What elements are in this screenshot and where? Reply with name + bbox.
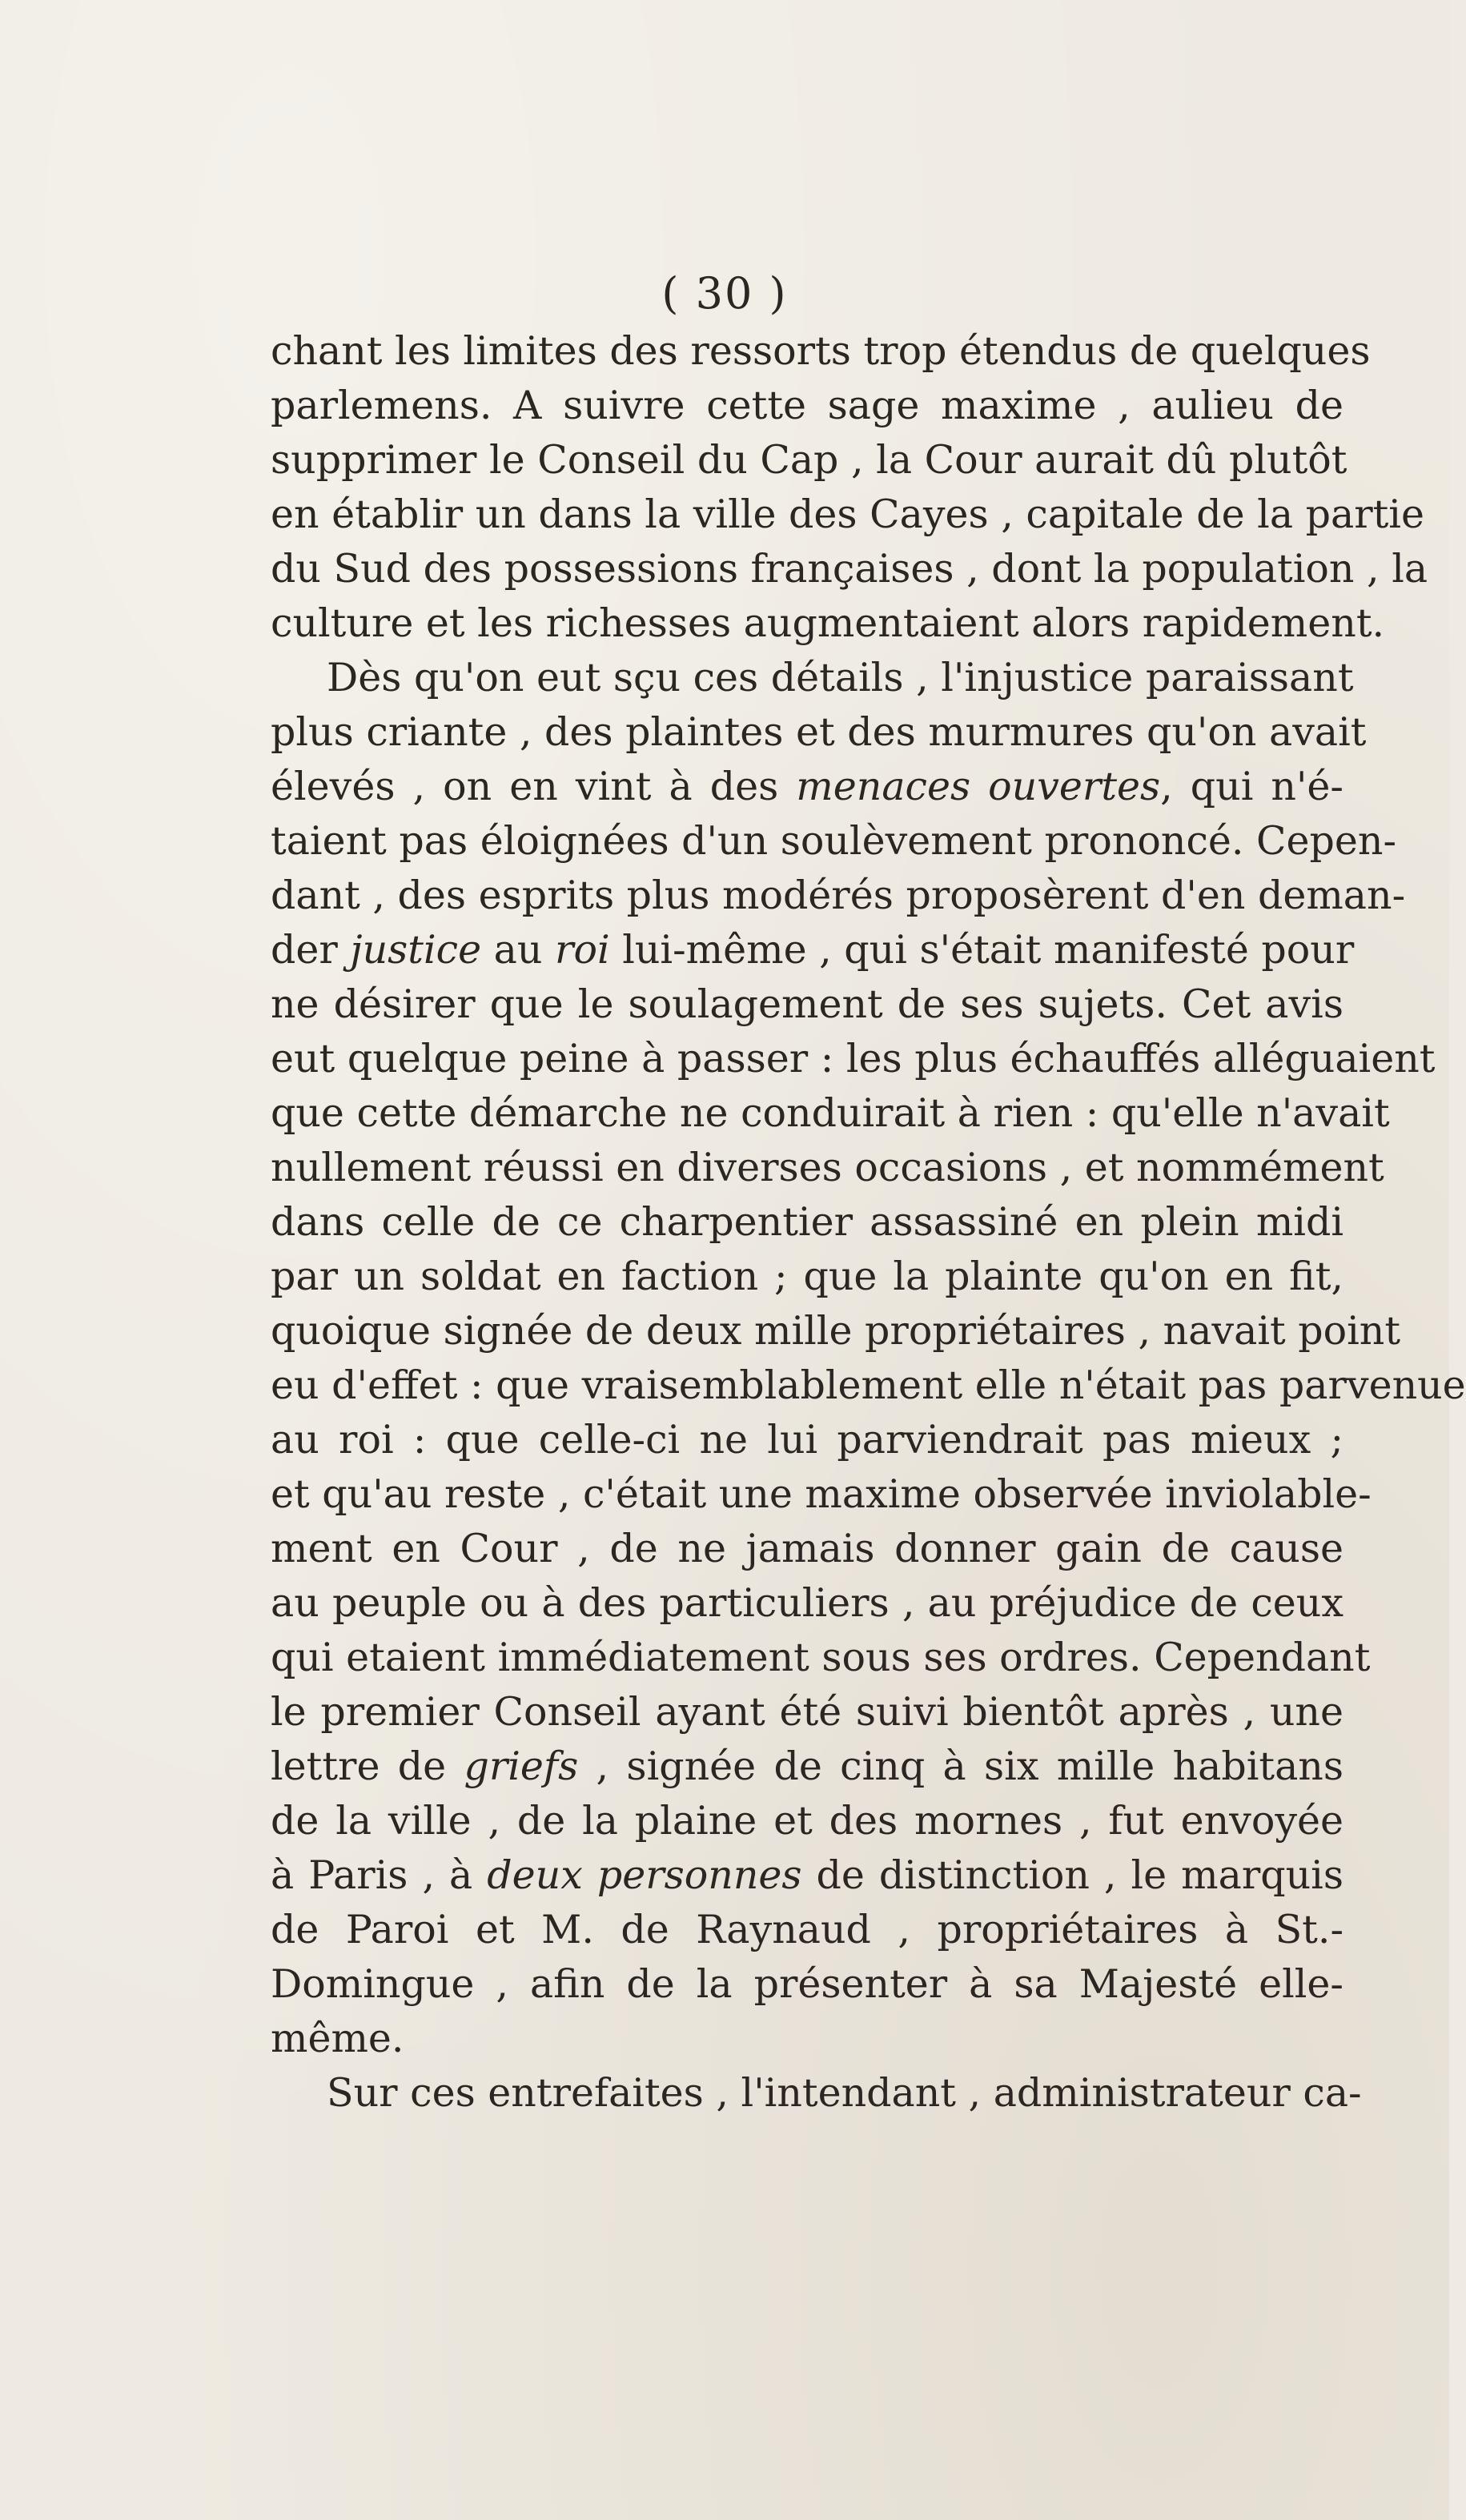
- text-line: [271, 814, 1397, 869]
- text-line: [271, 1522, 1343, 1576]
- text-span: dans celle de ce charpentier assassiné en plein midi: [271, 1199, 1343, 1245]
- text-span: de la ville , de la plaine et des mornes , fut envoyée: [271, 1798, 1343, 1844]
- text-span: nullement réussi en diverses occasions , et nommément: [271, 1145, 1384, 1190]
- text-span: de Paroi et M. de Raynaud , propriétaires à St.-: [271, 1907, 1343, 1952]
- text-line: [271, 1195, 1343, 1250]
- text-line: [271, 1685, 1343, 1740]
- text-span: dant , des esprits plus modérés proposèrent d'en deman-: [271, 873, 1406, 918]
- text-line: [271, 1740, 1343, 1794]
- paragraph-2: [271, 651, 1466, 2066]
- text-line: [271, 1358, 1466, 1413]
- text-span: par un soldat en faction ; que la plainte qu'on en fit,: [271, 1254, 1343, 1299]
- text-line: [271, 977, 1343, 1032]
- text-span: der: [271, 927, 351, 973]
- body-text: [271, 324, 1466, 2121]
- text-line: [271, 1903, 1343, 1957]
- text-line: [271, 324, 1371, 379]
- text-span: eut quelque peine à passer : les plus échauffés alléguaient: [271, 1036, 1436, 1081]
- text-span: plus criante , des plaintes et des murmures qu'on avait: [271, 709, 1367, 755]
- text-line: [271, 705, 1367, 760]
- text-line: [271, 488, 1424, 542]
- text-span: le premier Conseil ayant été suivi bientôt après , une: [271, 1689, 1343, 1735]
- text-line: [271, 1631, 1371, 1685]
- paragraph-1: [271, 324, 1428, 651]
- text-span: au: [481, 927, 556, 973]
- text-line: [271, 1957, 1343, 2012]
- text-span: qui etaient immédiatement sous ses ordres. Cependant: [271, 1635, 1371, 1680]
- italic-text: deux personnes: [487, 1852, 802, 1898]
- italic-text: griefs: [464, 1744, 579, 1789]
- page-number: ( 30 ): [661, 268, 788, 319]
- text-span: taient pas éloignées d'un soulèvement prononcé. Cepen-: [271, 818, 1397, 864]
- text-line: [271, 433, 1348, 488]
- italic-text: justice: [350, 927, 482, 973]
- text-span: en établir un dans la ville des Cayes , capitale de la partie: [271, 492, 1424, 537]
- text-span: ne désirer que le soulagement de ses sujets. Cet avis: [271, 981, 1343, 1027]
- text-line: [271, 1250, 1343, 1304]
- text-line: [271, 1032, 1436, 1086]
- text-span: élevés , on en vint à des: [271, 764, 797, 809]
- text-span: de distinction , le marquis: [801, 1852, 1343, 1898]
- text-span: lui-même , qui s'était manifesté pour: [609, 927, 1355, 973]
- text-line: [271, 1467, 1372, 1522]
- italic-text: menaces ouvertes: [796, 764, 1161, 809]
- text-span: au roi : que celle-ci ne lui parviendrait pas mieux ;: [271, 1417, 1343, 1463]
- text-line: [271, 1304, 1401, 1358]
- text-span: quoique signée de deux mille propriétaires , navait point: [271, 1308, 1401, 1354]
- text-span: à Paris , à: [271, 1852, 488, 1898]
- text-line: [271, 651, 1354, 705]
- text-span: chant les limites des ressorts trop étendus de quelques: [271, 328, 1371, 374]
- text-span: et qu'au reste , c'était une maxime observée inviolable-: [271, 1471, 1372, 1517]
- text-line: [271, 869, 1406, 923]
- text-span: parlemens. A suivre cette sage maxime , aulieu de: [271, 383, 1343, 428]
- text-span: ment en Cour , de ne jamais donner gain de cause: [271, 1526, 1343, 1571]
- text-span: , signée de cinq à six mille habitans: [578, 1744, 1343, 1789]
- text-span: même.: [271, 2016, 404, 2061]
- text-line: [271, 760, 1343, 814]
- text-line: [271, 1576, 1343, 1631]
- text-span: , qui n'é-: [1160, 764, 1343, 809]
- text-span: Dès qu'on eut sçu ces détails , l'injustice paraissant: [327, 655, 1354, 700]
- text-span: eu d'effet : que vraisemblablement elle n'était pas parvenue: [271, 1362, 1466, 1408]
- text-line: [271, 596, 1385, 651]
- text-span: Domingue , afin de la présenter à sa Majesté elle-: [271, 1961, 1343, 2007]
- text-line: [271, 1141, 1384, 1195]
- text-line: [271, 2012, 1343, 2066]
- text-span: culture et les richesses augmentaient alors rapidement.: [271, 600, 1385, 646]
- text-line: [271, 542, 1428, 596]
- text-span: que cette démarche ne conduirait à rien : qu'elle n'avait: [271, 1090, 1390, 1136]
- text-span: au peuple ou à des particuliers , au préjudice de ceux: [271, 1580, 1343, 1626]
- text-span: supprimer le Conseil du Cap , la Cour aurait dû plutôt: [271, 437, 1348, 483]
- paragraph-3: [271, 2066, 1362, 2121]
- text-line: [271, 2066, 1362, 2121]
- text-line: [271, 1413, 1343, 1467]
- text-line: [271, 1794, 1343, 1848]
- text-span: lettre de: [271, 1744, 464, 1789]
- text-span: du Sud des possessions françaises , dont la population , la: [271, 546, 1428, 592]
- text-span: Sur ces entrefaites , l'intendant , administrateur ca-: [327, 2070, 1362, 2116]
- text-line: [271, 379, 1343, 433]
- text-line: [271, 1086, 1390, 1141]
- italic-text: roi: [555, 927, 610, 973]
- text-line: [271, 923, 1355, 977]
- text-line: [271, 1848, 1343, 1903]
